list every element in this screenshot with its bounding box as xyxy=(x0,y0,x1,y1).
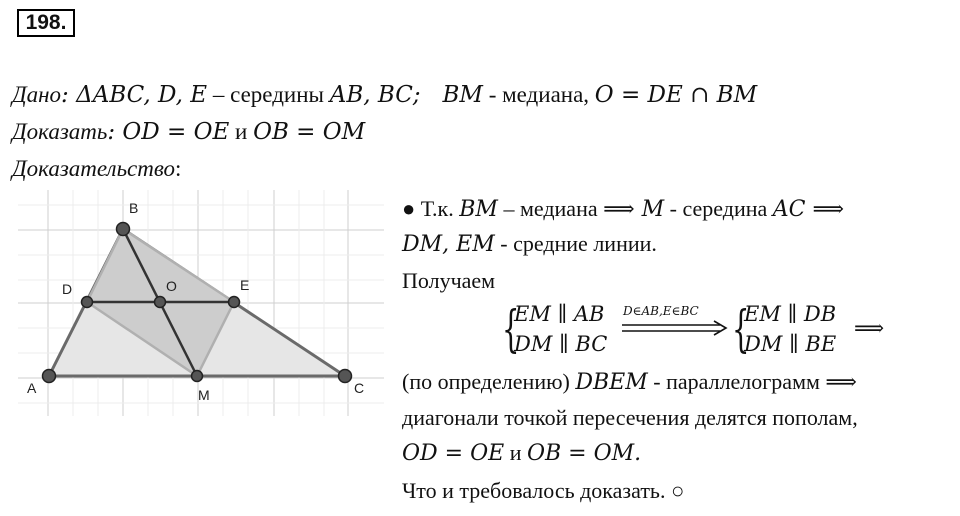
proof-line-3: Получаем xyxy=(402,268,496,293)
proof-line-6 xyxy=(402,440,641,466)
right-brace: { xyxy=(732,300,750,358)
problem-number: 198. xyxy=(17,9,75,37)
proof-line-5: диагонали точкой пересечения делятся пополам, xyxy=(402,405,858,430)
math-implies: ⟹ xyxy=(825,370,857,395)
parallel-system xyxy=(502,302,902,362)
given-line xyxy=(12,82,757,108)
prove-line xyxy=(12,119,365,145)
given-label: Дано xyxy=(12,82,62,107)
point-b xyxy=(117,223,130,236)
text-midpoint: - середина xyxy=(664,196,773,221)
proof-heading xyxy=(12,156,181,182)
proof-line-1 xyxy=(402,196,844,222)
given-median-name: BM xyxy=(420,82,483,108)
text-parallelogram: - параллелограмм xyxy=(647,369,826,394)
label-e: E xyxy=(240,277,250,293)
text-by-definition: (по определению) xyxy=(402,369,576,394)
label-a: A xyxy=(27,380,37,396)
sys-left-1: EM ∥ AB xyxy=(514,302,605,326)
given-intersection: O = DE ∩ BM xyxy=(594,82,758,108)
point-o xyxy=(155,297,166,308)
math-dm-em: DM, EM xyxy=(402,232,495,257)
label-c: C xyxy=(354,380,365,396)
math-bm: BM xyxy=(459,197,498,222)
prove-and: и xyxy=(229,119,254,144)
math-ac: AC ⟹ xyxy=(772,197,845,222)
math-implies-m: ⟹ M xyxy=(603,197,665,222)
triangle-figure xyxy=(18,190,384,416)
proof-conclusion: Что и требовалось доказать. ○ xyxy=(402,478,685,503)
label-o: O xyxy=(166,278,177,294)
point-d xyxy=(82,297,93,308)
sys-left-2: DM ∥ BC xyxy=(514,332,608,356)
point-c xyxy=(339,370,352,383)
left-brace: { xyxy=(502,300,520,358)
bullet: ● xyxy=(402,196,416,221)
point-a xyxy=(43,370,56,383)
math-dbem: DBEM xyxy=(575,370,648,395)
prove-eq2: OB = OM xyxy=(253,119,366,145)
sys-condition: D∈AB,E∈BC xyxy=(623,304,699,318)
label-b: B xyxy=(129,200,139,216)
sys-implies: ⟹ xyxy=(854,316,885,340)
sys-right-1: EM ∥ DB xyxy=(744,302,837,326)
proof-label: Доказательство xyxy=(12,156,176,181)
long-implies-arrow-icon xyxy=(622,320,730,336)
given-midpoints-text: – середины xyxy=(207,82,330,107)
text-median: – медиана xyxy=(497,196,604,221)
proof-line-2 xyxy=(402,231,657,257)
proof-colon: : xyxy=(175,156,182,181)
math-ob-om: OB = OM. xyxy=(526,441,642,466)
label-d: D xyxy=(62,281,73,297)
math-od-oe: OD = OE xyxy=(402,441,505,466)
label-m: M xyxy=(198,387,210,403)
given-median-text: - медиана, xyxy=(482,82,595,107)
text-since: Т.к. xyxy=(415,196,460,221)
text-midlines: - средние линии. xyxy=(494,231,657,256)
point-e xyxy=(229,297,240,308)
proof-line-4 xyxy=(402,369,857,395)
given-sides: AB, BC; xyxy=(329,82,421,108)
prove-eq1: : OD = OE xyxy=(107,119,230,145)
given-triangle: : ΔABC, D, E xyxy=(61,82,208,108)
prove-label: Доказать xyxy=(12,119,108,144)
text-and: и xyxy=(504,440,527,465)
sys-right-2: DM ∥ BE xyxy=(744,332,837,356)
point-m xyxy=(192,371,203,382)
